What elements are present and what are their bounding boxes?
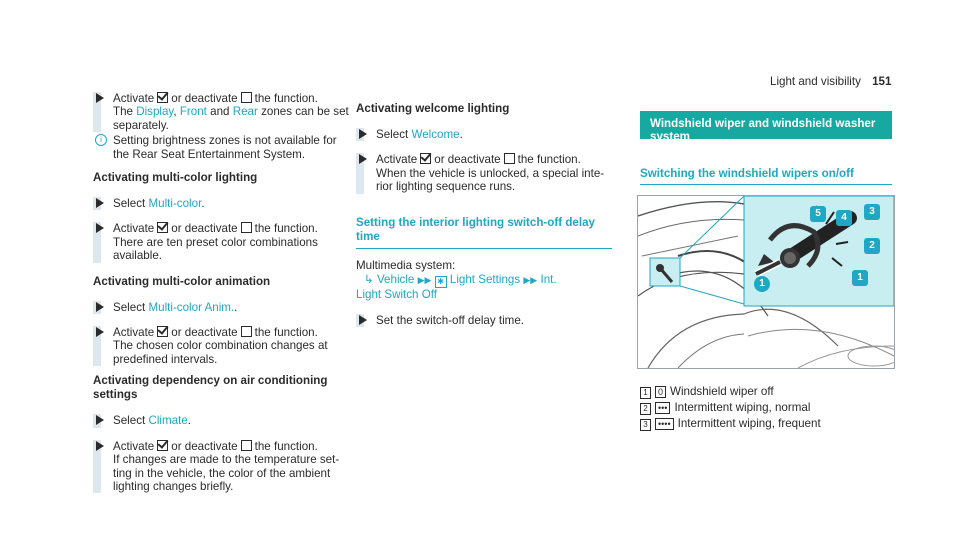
step-text: Activate [113, 326, 155, 340]
step-text: There are ten preset color combinations [113, 235, 318, 249]
checkbox-checked-icon [420, 153, 431, 164]
note-text: the Rear Seat Entertainment System. [113, 147, 306, 161]
checkbox-empty-icon [241, 222, 252, 233]
step-activate-welcome [356, 153, 624, 193]
checkbox-checked-icon [157, 326, 168, 337]
banner-text: Windshield wiper and windshield washer [650, 117, 876, 130]
step-text: the function. [254, 439, 318, 453]
step-text: or deactivate [171, 326, 238, 340]
page-number: 151 [872, 75, 892, 88]
section-title: Light and visibility [770, 75, 861, 88]
checkbox-checked-icon [157, 92, 168, 103]
note-block [93, 134, 353, 161]
info-icon: i [95, 134, 107, 146]
step-text: Select [376, 128, 409, 141]
section-rule [640, 184, 892, 185]
checkbox-empty-icon [504, 153, 515, 164]
step-text: the function. [254, 326, 318, 340]
callout-2: 2 [864, 238, 880, 254]
callout-1b: 1 [852, 270, 868, 286]
heading-text: Activating dependency on air conditioning [93, 374, 328, 388]
legend-number: 3 [640, 419, 651, 431]
callout-5: 5 [810, 206, 826, 222]
legend-text: Intermittent wiping, normal [674, 401, 811, 414]
checkbox-empty-icon [241, 326, 252, 337]
note-text: Setting brightness zones is not available for [113, 134, 337, 148]
step-text: . [234, 300, 238, 314]
step-text: . [187, 414, 192, 428]
arrow-icon [359, 129, 367, 139]
path-light-switch-off[interactable]: Light Switch Off [356, 287, 437, 301]
step-text: , [173, 105, 177, 119]
step-text: and [210, 105, 230, 119]
link-multicolor[interactable]: Multi-color [148, 197, 202, 211]
step-text: Select [113, 197, 146, 211]
step-select-welcome [356, 128, 624, 141]
step-text: ting in the vehicle, the color of the ambient [113, 466, 331, 480]
step-text: available. [113, 249, 162, 263]
step-text: Activate [113, 439, 155, 453]
heading-multicolor: Activating multi-color lighting [93, 171, 258, 185]
link-multicolor-anim[interactable]: Multi-color Anim. [148, 300, 235, 314]
step-text: or deactivate [171, 222, 238, 236]
step-text: Select [113, 300, 146, 314]
arrow-icon [96, 327, 104, 337]
step-set-delay [356, 314, 624, 327]
wiper-illustration [637, 195, 895, 369]
path-return-icon: ↳ [364, 272, 374, 286]
step-text: Set the switch-off delay time. [376, 313, 524, 327]
legend-number: 2 [640, 403, 651, 415]
path-light-settings[interactable]: Light Settings [449, 272, 521, 286]
arrow-icon [359, 315, 367, 325]
link-climate[interactable]: Climate [148, 414, 188, 428]
step-text: Activate [376, 153, 418, 167]
callout-4: 4 [836, 210, 852, 226]
running-header [770, 75, 891, 88]
section-rule [356, 248, 612, 249]
heading-animation: Activating multi-color animation [93, 274, 271, 288]
step-text: or deactivate [171, 439, 238, 453]
step-text: or deactivate [434, 153, 501, 167]
step-text: . [459, 128, 463, 141]
step-select-climate [93, 414, 353, 427]
step-text: The [113, 105, 133, 119]
step-text: predefined intervals. [113, 352, 218, 366]
step-text: Select [113, 414, 146, 428]
middle-column [356, 100, 624, 339]
step-text: . [201, 197, 205, 211]
step-text: the function. [517, 153, 581, 167]
arrow-icon [359, 154, 367, 164]
double-arrow-icon: ▶▶ [417, 274, 432, 285]
step-text: The chosen color combination changes at [113, 339, 328, 353]
left-column [93, 92, 353, 505]
link-welcome[interactable]: Welcome [411, 128, 460, 141]
step-text: When the vehicle is unlocked, a special inte- [376, 166, 605, 180]
wiper-section-title: Switching the windshield wipers on/off [640, 167, 854, 180]
arrow-icon [96, 441, 104, 451]
checkbox-empty-icon [241, 440, 252, 451]
link-front[interactable]: Front [179, 105, 207, 119]
path-int[interactable]: Int. [540, 272, 557, 286]
step-activate-multicolor [93, 222, 353, 262]
callout-3: 3 [864, 204, 880, 220]
section-switch-off-delay [356, 216, 624, 249]
legend-row-1 [640, 385, 774, 399]
legend-text: Windshield wiper off [670, 385, 774, 398]
checkbox-empty-icon [241, 92, 252, 103]
step-text: Activate [113, 92, 155, 105]
arrow-icon [96, 223, 104, 233]
step-text: If changes are made to the temperature set- [113, 453, 340, 467]
arrow-icon [96, 93, 104, 103]
menu-path [356, 259, 624, 302]
arrow-icon [96, 198, 104, 208]
double-arrow-icon: ▶▶ [523, 274, 538, 285]
step-text: the function. [254, 222, 318, 236]
heading-welcome: Activating welcome lighting [356, 102, 510, 115]
step-text: or deactivate [171, 92, 238, 105]
section-title-text: time [356, 229, 380, 243]
step-activate-zones [93, 92, 353, 132]
step-text: separately. [113, 118, 169, 132]
step-text: the function. [254, 92, 318, 105]
step-select-animation [93, 301, 353, 314]
callout-1: 1 [754, 276, 770, 292]
link-display[interactable]: Display [136, 105, 174, 119]
heading-text: settings [93, 388, 138, 402]
step-activate-climate [93, 440, 353, 494]
section-banner [640, 111, 892, 143]
legend-number: 1 [640, 387, 651, 399]
step-text: lighting changes briefly. [113, 479, 234, 493]
heading-climate [93, 374, 353, 402]
section-title-text: Setting the interior lighting switch-off delay [356, 215, 595, 229]
arrow-icon [96, 415, 104, 425]
symbol-off-icon: 0 [655, 386, 666, 398]
path-intro: Multimedia system: [356, 258, 456, 272]
step-text: rior lighting sequence runs. [376, 180, 516, 194]
section-title [356, 216, 624, 244]
symbol-intermittent-icon: ••• [655, 402, 670, 414]
legend-row-3 [640, 417, 821, 431]
link-rear[interactable]: Rear [232, 105, 258, 119]
symbol-frequent-icon: •••• [655, 418, 674, 430]
step-text: Activate [113, 222, 155, 236]
banner-text: system [650, 130, 690, 143]
step-text: zones can be set [261, 105, 349, 119]
step-select-multicolor [93, 197, 353, 210]
checkbox-checked-icon [157, 440, 168, 451]
checkbox-checked-icon [157, 222, 168, 233]
arrow-icon [96, 302, 104, 312]
light-settings-icon: ✱ [435, 276, 447, 288]
step-activate-animation [93, 326, 353, 366]
legend-text: Intermittent wiping, frequent [677, 417, 821, 430]
legend-row-2 [640, 401, 810, 415]
path-vehicle[interactable]: Vehicle [376, 272, 415, 286]
